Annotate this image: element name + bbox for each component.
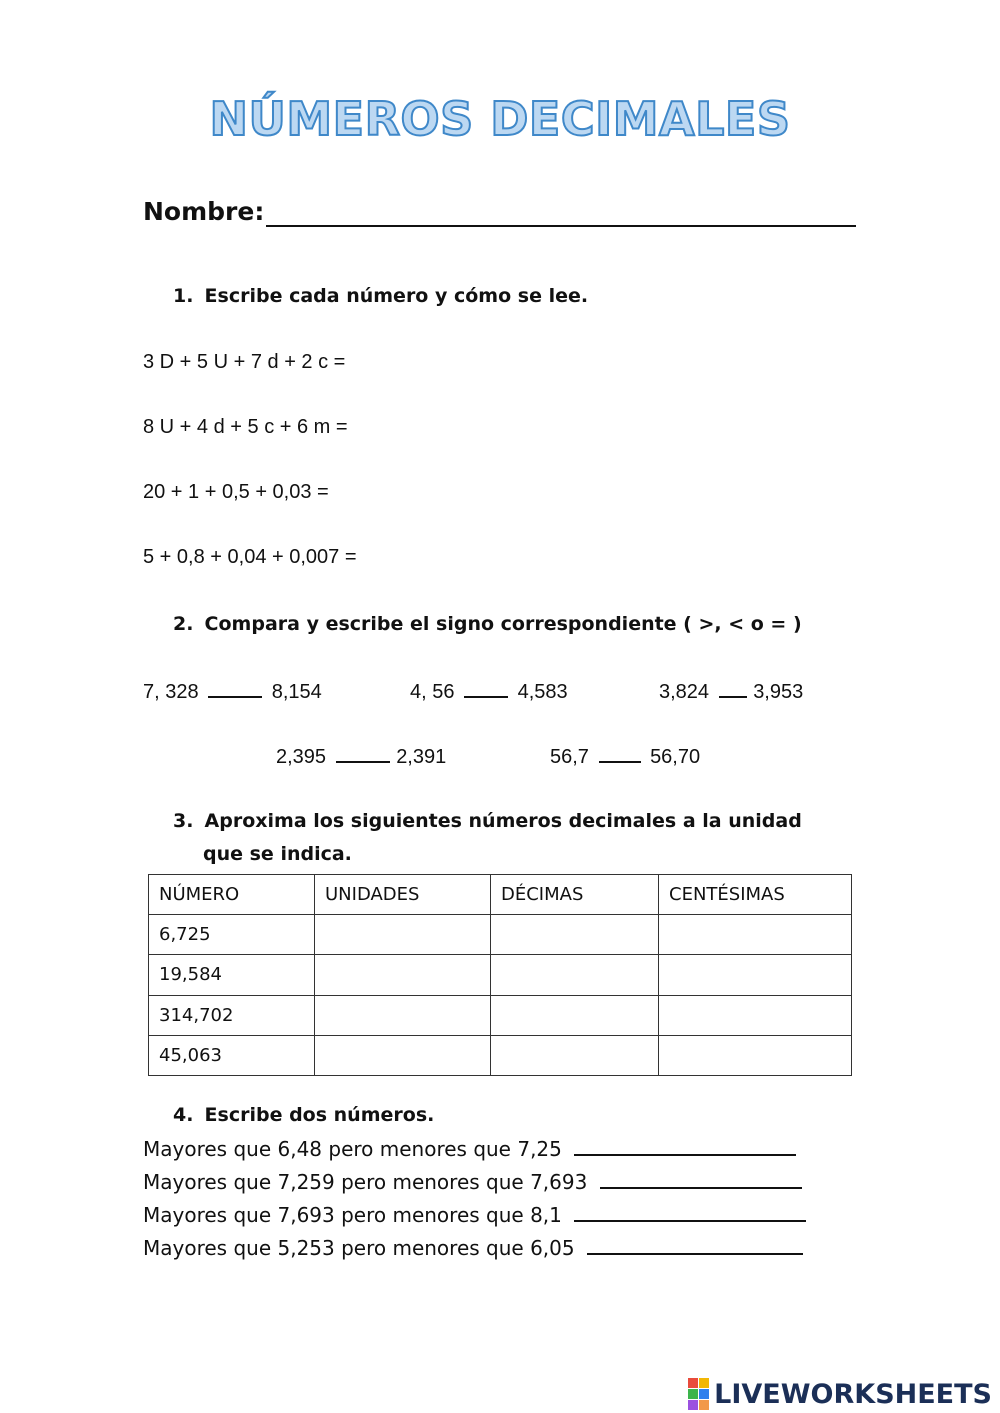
compare-pair-1 [143,678,322,704]
compare-right-value: 4,583 [517,681,568,703]
answer-cell-unidades[interactable] [315,1035,491,1075]
compare-right-value: 2,391 [396,746,447,768]
answer-blank[interactable] [587,1235,803,1255]
q1-expression-1: 3 D + 5 U + 7 d + 2 c = [143,351,346,373]
answer-cell-decimas[interactable] [491,915,659,955]
q4-line-2 [143,1169,802,1194]
q4-line-4 [143,1235,803,1260]
answer-cell-unidades[interactable] [315,955,491,995]
name-input-line[interactable] [266,225,856,227]
header-unidades: UNIDADES [315,875,491,915]
answer-cell-centesimas[interactable] [659,955,852,995]
q4-line-3 [143,1202,806,1227]
compare-blank[interactable] [336,743,390,763]
compare-left-value: 2,395 [276,746,327,768]
answer-cell-unidades[interactable] [315,915,491,955]
header-centesimas: CENTÉSIMAS [659,875,852,915]
compare-left-value: 56,7 [550,746,589,768]
compare-pair-4 [276,743,446,769]
compare-right-value: 56,70 [650,746,701,768]
question-3-heading [173,810,802,832]
answer-cell-decimas[interactable] [491,955,659,995]
answer-blank[interactable] [574,1136,796,1156]
compare-blank[interactable] [719,678,747,698]
answer-cell-centesimas[interactable] [659,1035,852,1075]
answer-cell-decimas[interactable] [491,995,659,1035]
table-row [149,1035,852,1075]
answer-cell-unidades[interactable] [315,995,491,1035]
question-text-line-1: Aproxima los siguientes números decimales a la unidad [204,810,802,832]
table-row [149,995,852,1035]
question-text: Escribe cada número y cómo se lee. [204,285,589,307]
question-4-heading [173,1104,434,1126]
q1-expression-3: 20 + 1 + 0,5 + 0,03 = [143,481,329,503]
table-row [149,915,852,955]
row-number: 45,063 [149,1035,315,1075]
table-row [149,955,852,995]
question-2-heading [173,613,802,635]
compare-left-value: 3,824 [659,681,710,703]
q4-prompt: Mayores que 6,48 pero menores que 7,25 [143,1137,562,1161]
compare-left-value: 7, 328 [143,681,199,703]
table-header-row [149,875,852,915]
question-number: 2. [173,613,194,635]
q1-expression-2: 8 U + 4 d + 5 c + 6 m = [143,416,348,438]
compare-right-value: 3,953 [753,681,804,703]
q4-prompt: Mayores que 7,259 pero menores que 7,693 [143,1170,588,1194]
row-number: 6,725 [149,915,315,955]
question-number: 4. [173,1104,194,1126]
liveworksheets-logo-icon [688,1378,709,1410]
q4-prompt: Mayores que 7,693 pero menores que 8,1 [143,1203,562,1227]
answer-cell-decimas[interactable] [491,1035,659,1075]
compare-left-value: 4, 56 [410,681,455,703]
compare-blank[interactable] [208,678,262,698]
header-numero: NÚMERO [149,875,315,915]
answer-cell-centesimas[interactable] [659,915,852,955]
answer-blank[interactable] [574,1202,806,1222]
question-text: Compara y escribe el signo correspondiente ( >, < o = ) [204,613,802,635]
name-label: Nombre: [143,197,265,226]
worksheet-title: NÚMEROS DECIMALES [209,92,791,146]
answer-blank[interactable] [600,1169,802,1189]
liveworksheets-logo [688,1378,992,1410]
compare-pair-3 [659,678,803,704]
compare-blank[interactable] [464,678,508,698]
question-text-line-2: que se indica. [203,843,352,865]
compare-pair-2 [410,678,568,704]
answer-cell-centesimas[interactable] [659,995,852,1035]
question-1-heading [173,285,588,307]
compare-pair-5 [550,743,700,769]
q4-prompt: Mayores que 5,253 pero menores que 6,05 [143,1236,575,1260]
q4-line-1 [143,1136,796,1161]
compare-blank[interactable] [599,743,641,763]
question-number: 1. [173,285,194,307]
row-number: 314,702 [149,995,315,1035]
header-decimas: DÉCIMAS [491,875,659,915]
rounding-table [148,874,852,1076]
q1-expression-4: 5 + 0,8 + 0,04 + 0,007 = [143,546,357,568]
brand-name: LIVEWORKSHEETS [714,1378,992,1410]
compare-right-value: 8,154 [271,681,322,703]
question-number: 3. [173,810,194,832]
question-text: Escribe dos números. [204,1104,435,1126]
row-number: 19,584 [149,955,315,995]
